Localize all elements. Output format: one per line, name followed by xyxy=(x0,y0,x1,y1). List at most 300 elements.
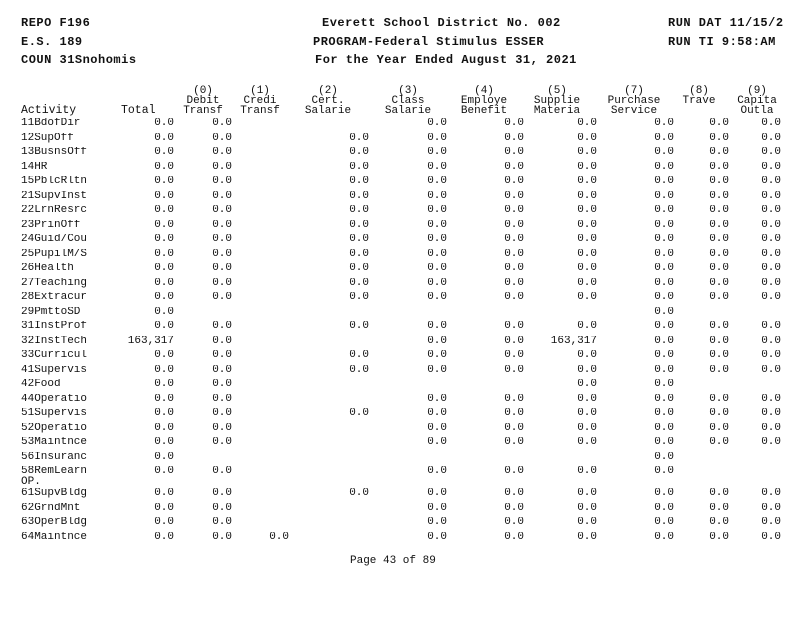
value-cell-c4: 0.0 xyxy=(504,488,524,499)
value-cell-c5: 0.0 xyxy=(577,219,597,231)
value-cell-c5: 0.0 xyxy=(577,292,597,303)
value-cell-c2: 0.0 xyxy=(349,321,369,332)
table-row xyxy=(21,379,781,394)
value-cell-c4: 0.0 xyxy=(504,263,524,274)
value-cell-c3: 0.0 xyxy=(427,466,447,477)
value-cell-c9: 0.0 xyxy=(761,176,781,187)
value-cell-c5: 0.0 xyxy=(577,466,597,477)
value-cell-c0: 0.0 xyxy=(212,379,232,390)
value-cell-c7: 0.0 xyxy=(654,488,674,499)
col-purchased-services: (7) Purchase Service xyxy=(607,85,661,117)
value-cell-c9: 0.0 xyxy=(761,517,781,528)
activity-cell: 31InstProf xyxy=(21,321,88,332)
value-cell-c8: 0.0 xyxy=(709,393,729,405)
value-cell-c0: 0.0 xyxy=(212,277,232,289)
col-supplies-materials: (5) Supplie Materia xyxy=(533,85,581,117)
value-cell-c8: 0.0 xyxy=(709,502,729,514)
value-cell-c9: 0.0 xyxy=(761,161,781,173)
activity-cell: 21SupvInst xyxy=(21,190,88,202)
value-cell-c9 xyxy=(729,466,781,488)
report-table-body xyxy=(21,118,781,546)
value-cell-c4: 0.0 xyxy=(504,437,524,448)
value-cell-c9: 0.0 xyxy=(761,277,781,289)
value-cell-c8 xyxy=(674,466,729,488)
value-cell-c7: 0.0 xyxy=(654,437,674,448)
value-cell-c8: 0.0 xyxy=(709,190,729,202)
value-cell-total: 0.0 xyxy=(154,277,174,289)
value-cell-c3: 0.0 xyxy=(427,176,447,187)
value-cell-c2: 0.0 xyxy=(349,248,369,260)
table-row xyxy=(21,205,781,220)
value-cell-c1 xyxy=(232,452,289,467)
value-cell-c0: 0.0 xyxy=(212,488,232,499)
value-cell-c9: 0.0 xyxy=(761,219,781,231)
value-cell-c1 xyxy=(232,394,289,409)
table-row xyxy=(21,292,781,307)
value-cell-c9: 0.0 xyxy=(761,234,781,245)
table-row xyxy=(21,307,781,322)
value-cell-total: 0.0 xyxy=(154,306,174,318)
table-row xyxy=(21,336,781,351)
table-row xyxy=(21,249,781,264)
value-cell-c2: 0.0 xyxy=(349,190,369,202)
value-cell-c7: 0.0 xyxy=(654,248,674,260)
value-cell-c7: 0.0 xyxy=(654,335,674,347)
value-cell-c7: 0.0 xyxy=(654,161,674,173)
value-cell-c1 xyxy=(232,292,289,307)
value-cell-c7: 0.0 xyxy=(654,466,674,477)
value-cell-c1 xyxy=(232,118,289,133)
value-cell-c2: 0.0 xyxy=(349,219,369,231)
value-cell-total: 0.0 xyxy=(154,502,174,514)
activity-cell: 11BdofDir xyxy=(21,118,81,129)
col-credit-transf: (1) Credi Transf xyxy=(240,85,280,117)
value-cell-c2: 0.0 xyxy=(349,161,369,173)
value-cell-c5: 0.0 xyxy=(577,379,597,390)
value-cell-c2: 0.0 xyxy=(349,277,369,289)
value-cell-c4: 0.0 xyxy=(504,502,524,514)
value-cell-c3: 0.0 xyxy=(427,248,447,260)
value-cell-c1 xyxy=(232,365,289,380)
value-cell-c4: 0.0 xyxy=(504,176,524,187)
value-cell-c9 xyxy=(729,452,781,467)
value-cell-c5: 0.0 xyxy=(577,531,597,543)
value-cell-total: 0.0 xyxy=(154,205,174,216)
table-row xyxy=(21,503,781,518)
value-cell-c9: 0.0 xyxy=(761,321,781,332)
table-row xyxy=(21,191,781,206)
col-cert-salaries: (2) Cert. Salarie xyxy=(304,85,352,117)
value-cell-c9: 0.0 xyxy=(761,502,781,514)
value-cell-c2: 0.0 xyxy=(349,350,369,361)
value-cell-c1 xyxy=(232,249,289,264)
value-cell-c4: 0.0 xyxy=(504,321,524,332)
col-activity: Activity xyxy=(21,104,77,117)
value-cell-c5 xyxy=(524,307,597,322)
value-cell-c1 xyxy=(232,191,289,206)
value-cell-c1 xyxy=(232,176,289,191)
value-cell-total: 0.0 xyxy=(154,292,174,303)
table-row xyxy=(21,176,781,191)
table-row xyxy=(21,263,781,278)
value-cell-total: 163,317 xyxy=(127,335,174,347)
value-cell-c9: 0.0 xyxy=(761,335,781,347)
activity-cell: 23PrinOff xyxy=(21,219,81,231)
activity-cell: 13BusnsOff xyxy=(21,147,88,158)
value-cell-c9: 0.0 xyxy=(761,118,781,129)
activity-cell: 41Supervis xyxy=(21,364,88,376)
value-cell-c9: 0.0 xyxy=(761,422,781,434)
value-cell-c1 xyxy=(232,350,289,365)
table-row xyxy=(21,350,781,365)
value-cell-c2: 0.0 xyxy=(349,176,369,187)
value-cell-c5: 0.0 xyxy=(577,147,597,158)
value-cell-c2 xyxy=(289,336,369,351)
value-cell-c5: 0.0 xyxy=(577,277,597,289)
value-cell-c9 xyxy=(729,307,781,322)
value-cell-c8: 0.0 xyxy=(709,437,729,448)
value-cell-c0: 0.0 xyxy=(212,161,232,173)
value-cell-c7: 0.0 xyxy=(654,502,674,514)
value-cell-c3: 0.0 xyxy=(427,364,447,376)
value-cell-c8: 0.0 xyxy=(709,350,729,361)
activity-cell: 27Teaching xyxy=(21,277,88,289)
value-cell-c3: 0.0 xyxy=(427,205,447,216)
value-cell-c1 xyxy=(232,278,289,293)
value-cell-c9: 0.0 xyxy=(761,147,781,158)
activity-cell: 58RemLearn OP. xyxy=(21,466,88,488)
table-row xyxy=(21,466,781,488)
value-cell-c4: 0.0 xyxy=(504,517,524,528)
value-cell-c8: 0.0 xyxy=(709,118,729,129)
county: COUN 31Snohomis xyxy=(21,53,137,67)
value-cell-c1: 0.0 xyxy=(269,531,289,543)
col-class-salaries: (3) Class Salarie xyxy=(384,85,432,117)
value-cell-c8: 0.0 xyxy=(709,234,729,245)
activity-cell: 61SupvBldg xyxy=(21,488,88,499)
activity-cell: 52Operatio xyxy=(21,422,88,434)
activity-cell: 62GrndMnt xyxy=(21,502,81,514)
value-cell-c5: 0.0 xyxy=(577,408,597,419)
value-cell-total: 0.0 xyxy=(154,321,174,332)
value-cell-c2 xyxy=(289,532,369,547)
value-cell-total: 0.0 xyxy=(154,118,174,129)
value-cell-c5: 0.0 xyxy=(577,393,597,405)
value-cell-c7: 0.0 xyxy=(654,118,674,129)
value-cell-c5: 0.0 xyxy=(577,364,597,376)
value-cell-c8: 0.0 xyxy=(709,422,729,434)
report-id: REPO F196 xyxy=(21,16,91,30)
value-cell-c0: 0.0 xyxy=(212,466,232,477)
value-cell-c7: 0.0 xyxy=(654,292,674,303)
value-cell-c8: 0.0 xyxy=(709,219,729,231)
value-cell-c4: 0.0 xyxy=(504,118,524,129)
value-cell-total: 0.0 xyxy=(154,408,174,419)
value-cell-c2: 0.0 xyxy=(349,292,369,303)
activity-cell: 25PupilM/S xyxy=(21,248,88,260)
value-cell-c7: 0.0 xyxy=(654,379,674,390)
value-cell-c9: 0.0 xyxy=(761,292,781,303)
value-cell-c4: 0.0 xyxy=(504,132,524,144)
table-row xyxy=(21,220,781,235)
value-cell-total: 0.0 xyxy=(154,147,174,158)
value-cell-c8: 0.0 xyxy=(709,531,729,543)
activity-cell: 56Insuranc xyxy=(21,451,88,463)
value-cell-c0: 0.0 xyxy=(212,132,232,144)
value-cell-c0: 0.0 xyxy=(212,335,232,347)
value-cell-c4 xyxy=(447,307,524,322)
table-row xyxy=(21,452,781,467)
run-time: RUN TI 9:58:AM xyxy=(668,35,776,49)
value-cell-c3 xyxy=(369,307,447,322)
value-cell-c9: 0.0 xyxy=(761,248,781,260)
value-cell-c2 xyxy=(289,503,369,518)
value-cell-c0: 0.0 xyxy=(212,147,232,158)
activity-cell: 29PmttoSD xyxy=(21,306,81,318)
value-cell-c4: 0.0 xyxy=(504,466,524,477)
value-cell-c4: 0.0 xyxy=(504,190,524,202)
value-cell-c3: 0.0 xyxy=(427,517,447,528)
value-cell-c1 xyxy=(232,162,289,177)
value-cell-c3: 0.0 xyxy=(427,263,447,274)
value-cell-c4: 0.0 xyxy=(504,364,524,376)
value-cell-c7: 0.0 xyxy=(654,132,674,144)
value-cell-c0: 0.0 xyxy=(212,408,232,419)
value-cell-c7: 0.0 xyxy=(654,176,674,187)
value-cell-c0: 0.0 xyxy=(212,321,232,332)
value-cell-c7: 0.0 xyxy=(654,531,674,543)
value-cell-c7: 0.0 xyxy=(654,147,674,158)
value-cell-c4: 0.0 xyxy=(504,350,524,361)
value-cell-c1 xyxy=(232,437,289,452)
value-cell-c3 xyxy=(369,379,447,394)
value-cell-c8: 0.0 xyxy=(709,248,729,260)
col-capital-outlay: (9) Capita Outla xyxy=(737,85,777,117)
table-row xyxy=(21,321,781,336)
value-cell-c5: 0.0 xyxy=(577,488,597,499)
value-cell-c2: 0.0 xyxy=(349,408,369,419)
value-cell-c5: 0.0 xyxy=(577,263,597,274)
value-cell-c9: 0.0 xyxy=(761,190,781,202)
activity-cell: 63OperBldg xyxy=(21,517,88,528)
activity-cell: 32InstTech xyxy=(21,335,88,347)
value-cell-total: 0.0 xyxy=(154,132,174,144)
value-cell-c1 xyxy=(232,321,289,336)
value-cell-c5: 0.0 xyxy=(577,132,597,144)
value-cell-c5: 0.0 xyxy=(577,437,597,448)
value-cell-c4 xyxy=(447,379,524,394)
value-cell-c1 xyxy=(232,408,289,423)
value-cell-c7: 0.0 xyxy=(654,190,674,202)
col-debit-transf: (0) Debit Transf xyxy=(183,85,223,117)
value-cell-c3: 0.0 xyxy=(427,488,447,499)
value-cell-c7: 0.0 xyxy=(654,393,674,405)
value-cell-c8 xyxy=(674,307,729,322)
table-row xyxy=(21,365,781,380)
value-cell-c4: 0.0 xyxy=(504,531,524,543)
value-cell-total: 0.0 xyxy=(154,219,174,231)
value-cell-c1 xyxy=(232,488,289,503)
value-cell-c7: 0.0 xyxy=(654,306,674,318)
value-cell-c8: 0.0 xyxy=(709,292,729,303)
value-cell-c2 xyxy=(289,437,369,452)
page-number: Page 43 of 89 xyxy=(350,555,436,567)
value-cell-c1 xyxy=(232,336,289,351)
value-cell-c3: 0.0 xyxy=(427,132,447,144)
value-cell-c2 xyxy=(289,394,369,409)
activity-cell: 22LrnResrc xyxy=(21,205,88,216)
value-cell-c9: 0.0 xyxy=(761,437,781,448)
value-cell-c2: 0.0 xyxy=(349,147,369,158)
value-cell-c7: 0.0 xyxy=(654,277,674,289)
col-employee-benefits: (4) Employe Benefit xyxy=(460,85,508,117)
value-cell-c5: 0.0 xyxy=(577,190,597,202)
value-cell-c4: 0.0 xyxy=(504,422,524,434)
value-cell-c7: 0.0 xyxy=(654,219,674,231)
value-cell-total: 0.0 xyxy=(154,364,174,376)
value-cell-c9: 0.0 xyxy=(761,350,781,361)
value-cell-c1 xyxy=(232,307,289,322)
value-cell-c9: 0.0 xyxy=(761,408,781,419)
value-cell-c8: 0.0 xyxy=(709,147,729,158)
table-row xyxy=(21,162,781,177)
activity-cell: 64Maintnce xyxy=(21,531,88,543)
program-name: PROGRAM-Federal Stimulus ESSER xyxy=(313,35,545,49)
value-cell-c0: 0.0 xyxy=(212,263,232,274)
activity-cell: 51Supervis xyxy=(21,408,88,419)
value-cell-c1 xyxy=(232,379,289,394)
value-cell-c2: 0.0 xyxy=(349,263,369,274)
value-cell-c8: 0.0 xyxy=(709,408,729,419)
value-cell-total: 0.0 xyxy=(154,190,174,202)
value-cell-c3: 0.0 xyxy=(427,408,447,419)
value-cell-total: 0.0 xyxy=(154,517,174,528)
value-cell-c1 xyxy=(232,205,289,220)
value-cell-c4: 0.0 xyxy=(504,205,524,216)
value-cell-total: 0.0 xyxy=(154,161,174,173)
activity-cell: 53Maintnce xyxy=(21,437,88,448)
value-cell-c3: 0.0 xyxy=(427,219,447,231)
value-cell-c8: 0.0 xyxy=(709,488,729,499)
activity-cell: 24Guid/Cou xyxy=(21,234,88,245)
value-cell-c2 xyxy=(289,118,369,133)
value-cell-c4: 0.0 xyxy=(504,335,524,347)
value-cell-c1 xyxy=(232,263,289,278)
table-row xyxy=(21,423,781,438)
value-cell-c0: 0.0 xyxy=(212,190,232,202)
value-cell-c1 xyxy=(232,466,289,488)
value-cell-c4: 0.0 xyxy=(504,147,524,158)
value-cell-c3: 0.0 xyxy=(427,292,447,303)
value-cell-c4: 0.0 xyxy=(504,408,524,419)
value-cell-total: 0.0 xyxy=(154,488,174,499)
value-cell-total: 0.0 xyxy=(154,437,174,448)
value-cell-c9: 0.0 xyxy=(761,263,781,274)
value-cell-c5: 0.0 xyxy=(577,350,597,361)
value-cell-c2: 0.0 xyxy=(349,488,369,499)
value-cell-c4: 0.0 xyxy=(504,234,524,245)
value-cell-c1 xyxy=(232,147,289,162)
activity-cell: 33Curricul xyxy=(21,350,88,361)
value-cell-total: 0.0 xyxy=(154,176,174,187)
value-cell-c3: 0.0 xyxy=(427,277,447,289)
value-cell-c3: 0.0 xyxy=(427,393,447,405)
value-cell-c7: 0.0 xyxy=(654,205,674,216)
value-cell-c5 xyxy=(524,452,597,467)
value-cell-c0: 0.0 xyxy=(212,422,232,434)
value-cell-total: 0.0 xyxy=(154,466,174,477)
value-cell-total: 0.0 xyxy=(154,531,174,543)
value-cell-c0: 0.0 xyxy=(212,350,232,361)
activity-cell: 26Health xyxy=(21,263,74,274)
value-cell-c5: 0.0 xyxy=(577,422,597,434)
value-cell-c5: 0.0 xyxy=(577,118,597,129)
value-cell-c2 xyxy=(289,466,369,488)
value-cell-c2: 0.0 xyxy=(349,364,369,376)
value-cell-c2 xyxy=(289,307,369,322)
report-table xyxy=(21,118,781,546)
value-cell-c0: 0.0 xyxy=(212,531,232,543)
value-cell-c5: 0.0 xyxy=(577,321,597,332)
value-cell-c7: 0.0 xyxy=(654,234,674,245)
table-row xyxy=(21,234,781,249)
value-cell-c8: 0.0 xyxy=(709,132,729,144)
value-cell-c2: 0.0 xyxy=(349,205,369,216)
value-cell-c8: 0.0 xyxy=(709,263,729,274)
value-cell-c0: 0.0 xyxy=(212,364,232,376)
value-cell-c0: 0.0 xyxy=(212,219,232,231)
value-cell-c8: 0.0 xyxy=(709,205,729,216)
value-cell-c1 xyxy=(232,234,289,249)
value-cell-c5: 0.0 xyxy=(577,248,597,260)
activity-cell: 28Extracur xyxy=(21,292,88,303)
district-name: Everett School District No. 002 xyxy=(322,16,561,30)
value-cell-c9: 0.0 xyxy=(761,364,781,376)
value-cell-c9: 0.0 xyxy=(761,393,781,405)
report-period: For the Year Ended August 31, 2021 xyxy=(315,53,577,67)
value-cell-c9: 0.0 xyxy=(761,205,781,216)
value-cell-c3: 0.0 xyxy=(427,161,447,173)
value-cell-c8: 0.0 xyxy=(709,517,729,528)
value-cell-c7: 0.0 xyxy=(654,451,674,463)
value-cell-c0: 0.0 xyxy=(212,248,232,260)
value-cell-c9 xyxy=(729,379,781,394)
table-row xyxy=(21,517,781,532)
value-cell-c8: 0.0 xyxy=(709,176,729,187)
value-cell-c0 xyxy=(174,452,232,467)
activity-cell: 12SupOff xyxy=(21,132,74,144)
value-cell-c5: 0.0 xyxy=(577,176,597,187)
value-cell-c5: 0.0 xyxy=(577,161,597,173)
table-row xyxy=(21,394,781,409)
value-cell-c3 xyxy=(369,452,447,467)
value-cell-c0: 0.0 xyxy=(212,502,232,514)
value-cell-c8: 0.0 xyxy=(709,161,729,173)
value-cell-c5: 0.0 xyxy=(577,517,597,528)
value-cell-c1 xyxy=(232,503,289,518)
table-row xyxy=(21,278,781,293)
value-cell-c5: 163,317 xyxy=(550,335,597,347)
value-cell-c4: 0.0 xyxy=(504,393,524,405)
value-cell-total: 0.0 xyxy=(154,248,174,260)
es-number: E.S. 189 xyxy=(21,35,83,49)
value-cell-c3: 0.0 xyxy=(427,234,447,245)
value-cell-total: 0.0 xyxy=(154,451,174,463)
value-cell-c0: 0.0 xyxy=(212,292,232,303)
table-row xyxy=(21,532,781,547)
value-cell-total: 0.0 xyxy=(154,350,174,361)
value-cell-c5: 0.0 xyxy=(577,234,597,245)
